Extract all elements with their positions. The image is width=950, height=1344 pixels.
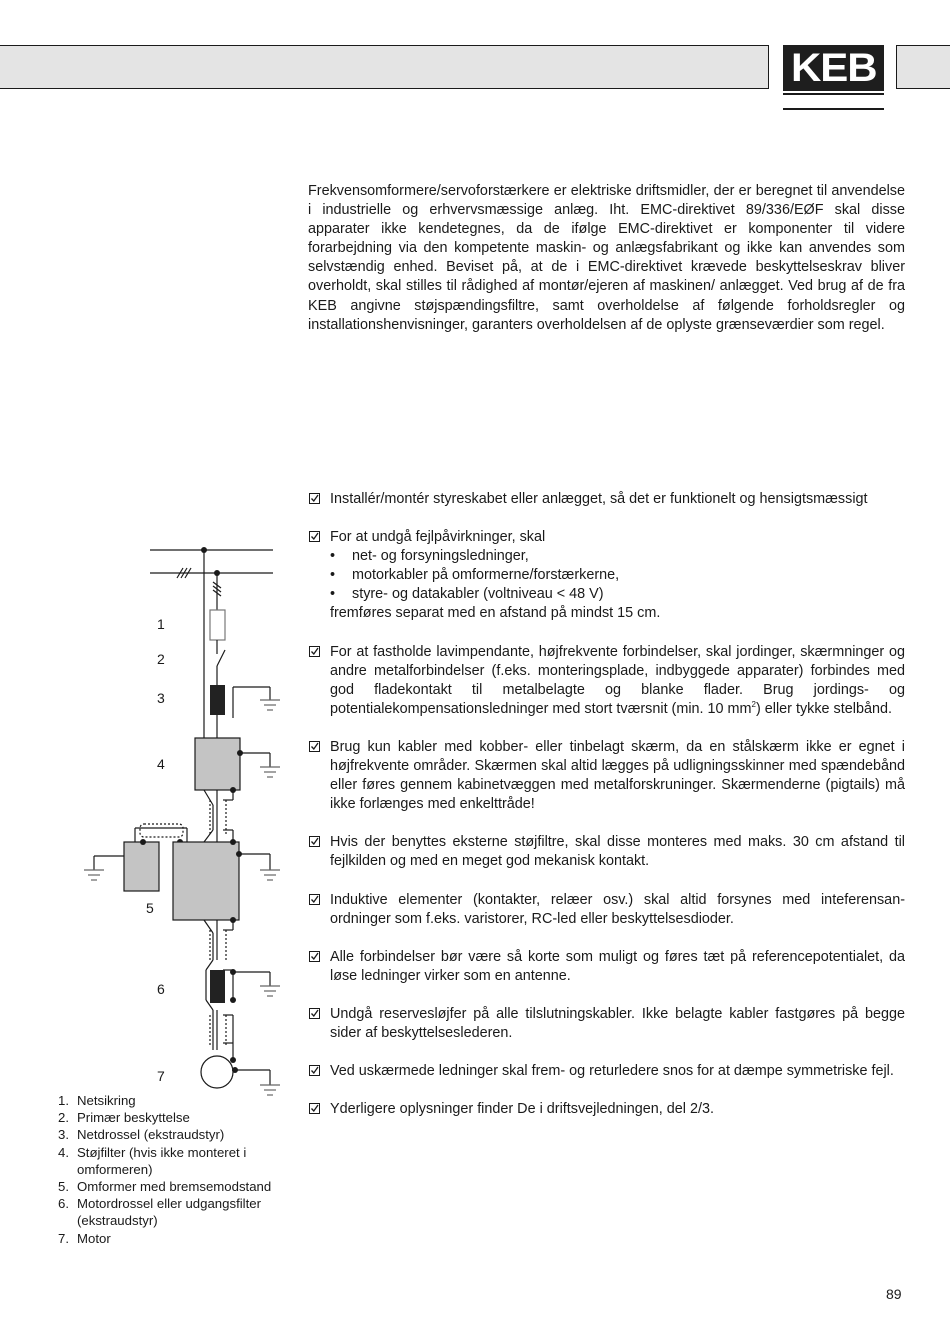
bullet-list	[330, 547, 905, 604]
check-item-text: Yderligere oplysninger finder De i driftsvejledningen, del 2/3.	[330, 1101, 714, 1118]
legend-label: Støjfilter (hvis ikke monteret i omformeren)	[77, 1144, 247, 1177]
diagram-label-6: 6	[157, 981, 165, 997]
superscript: 2	[751, 700, 756, 710]
logo-text: KEB	[790, 45, 877, 90]
check-item-text: ) eller tykke stelbånd.	[755, 700, 892, 717]
checkbox-icon	[309, 493, 320, 504]
check-item-text: Induktive elementer (kontakter, relæer osv.) skal altid forsynes med inteferensan-ordninger som f.eks. varistorer, RC-led eller beskyttelsesdioder.	[330, 891, 905, 927]
check-item	[308, 948, 905, 986]
legend-item	[58, 1109, 286, 1126]
check-item-text: For at undgå fejlpåvirkninger, skal	[330, 529, 546, 546]
legend-number: 7.	[58, 1230, 69, 1246]
page-number: 89	[886, 1286, 902, 1302]
legend-item	[58, 1144, 286, 1178]
checkbox-icon	[309, 951, 320, 962]
wiring-diagram-svg	[80, 540, 300, 1100]
logo-underline-2	[783, 108, 884, 110]
legend-label: Motordrossel eller udgangsfilter (ekstraudstyr)	[77, 1196, 261, 1229]
header-bar-right	[896, 45, 950, 89]
check-item-text: fremføres separat med en afstand på mindst 15 cm.	[330, 605, 661, 622]
check-item	[308, 1100, 905, 1119]
check-item-text: Alle forbindelser bør være så korte som muligt og føres tæt på referencepotentialet, da løse ledninger virker som en antenne.	[330, 948, 905, 984]
legend-label: Omformer med bremsemodstand	[77, 1179, 272, 1195]
logo-underline	[783, 93, 884, 95]
diagram-label-2: 2	[157, 651, 165, 667]
legend-number: 4.	[58, 1144, 69, 1160]
checkbox-icon	[309, 646, 320, 657]
checkbox-icon	[309, 1103, 320, 1114]
header-bar	[0, 45, 769, 89]
diagram-label-1: 1	[157, 616, 165, 632]
check-item	[308, 643, 905, 719]
legend-item	[58, 1092, 286, 1109]
check-item-text: Undgå reservesløjfer på alle tilslutningskabler. Ikke belagte kabler fastgøres på begge sider af beskyttelseslederen.	[330, 1005, 905, 1041]
legend-item	[58, 1126, 286, 1143]
legend-label: Netsikring	[77, 1093, 136, 1108]
check-item	[308, 1005, 905, 1043]
diagram-label-4: 4	[157, 756, 165, 772]
legend-number: 1.	[58, 1093, 69, 1108]
bullet-item: • net- og forsyningsledninger,	[330, 547, 905, 566]
diagram-label-3: 3	[157, 690, 165, 706]
legend-item	[58, 1195, 286, 1229]
keb-logo	[783, 45, 884, 91]
check-item	[308, 738, 905, 814]
legend-item	[58, 1230, 286, 1247]
legend-number: 6.	[58, 1196, 69, 1212]
bullet-item: • motorkabler på omformerne/forstærkerne,	[330, 566, 905, 585]
legend-number: 5.	[58, 1179, 69, 1195]
legend-label: Netdrossel (ekstraudstyr)	[77, 1127, 225, 1143]
diagram-label-5: 5	[146, 900, 154, 916]
bullet-item: • styre- og datakabler (voltniveau < 48 V)	[330, 585, 905, 604]
wiring-diagram	[80, 540, 300, 1100]
intro-paragraph: Frekvensomformere/servoforstærkere er elektriske driftsmidler, der er beregnet til anvendelse i industrielle og erhvervsmæssige anlæg. Iht. EMC-direktivet 89/336/EØF skal disse apparater ikke kendetegnes, da de ifølge EMC-direktivet er komponenter til videre forarbejdning via den kompetente maskin- og anlægsfabrikant og ikke kan anvendes som selvstændig enhed. Beviset på, at de i EMC-direktivet krævede beskyttelseskrav bliver overholdt, skal stilles til rådighed af montør/ejeren af maskinen/ anlægget. Ved brug af de fra KEB angivne støjspændingsfiltre, samt overholdelse af følgende forholdsregler og installationshenvisninger, garanters overholdelsen af de oplyste grænseværdier som regel.	[308, 183, 905, 333]
check-item-text: Ved uskærmede ledninger skal frem- og returledere snos for at dæmpe symmetriske fejl.	[330, 1063, 894, 1080]
check-item	[308, 891, 905, 929]
check-item-text: For at fastholde lavimpendante, højfrekvente forbindelser, skal jordinger, skærmninger og andre metalforbindelser (f.eks. monteringsplade, indbyggede apparater) forbindes med god fladekontakt til metalbelagte og blanke flader. Brug jordings- og potentialekompensationsledninger med stort tværsnit (min. 10 mm	[330, 643, 905, 717]
check-item-text: Installér/montér styreskabet eller anlægget, så det er funktionelt og hensigtsmæssigt	[330, 491, 868, 507]
check-item	[308, 1062, 905, 1081]
legend-label: Motor	[77, 1230, 111, 1246]
check-item-text: Hvis der benyttes eksterne støjfiltre, skal disse monteres med maks. 30 cm afstand til fejlkilden og med en meget god mekanisk kontakt.	[330, 834, 905, 870]
diagram-legend	[58, 1092, 286, 1247]
checkbox-icon	[309, 836, 320, 847]
diagram-label-7: 7	[157, 1068, 165, 1084]
check-item	[308, 833, 905, 871]
legend-number: 2.	[58, 1110, 69, 1126]
legend-item	[58, 1178, 286, 1195]
checkbox-icon	[309, 741, 320, 752]
check-item-text: Brug kun kabler med kobber- eller tinbelagt skærm, da en stålskærm ikke er egnet i højfrekvente områder. Skærmen skal altid lægges på udligningsskinner med spændebånd eller føres gennem kabinetvæggen med metalforskruninger. Skærmenderne (pigtails) må ikke forlænges med enkelttråde!	[330, 738, 905, 813]
checkbox-icon	[309, 531, 320, 542]
checkbox-icon	[309, 1008, 320, 1019]
checkbox-icon	[309, 894, 320, 905]
checkbox-icon	[309, 1065, 320, 1076]
legend-number: 3.	[58, 1127, 69, 1143]
legend-label: Primær beskyttelse	[77, 1110, 190, 1126]
check-item	[308, 490, 905, 509]
check-item	[308, 528, 905, 623]
checklist	[308, 490, 905, 1138]
